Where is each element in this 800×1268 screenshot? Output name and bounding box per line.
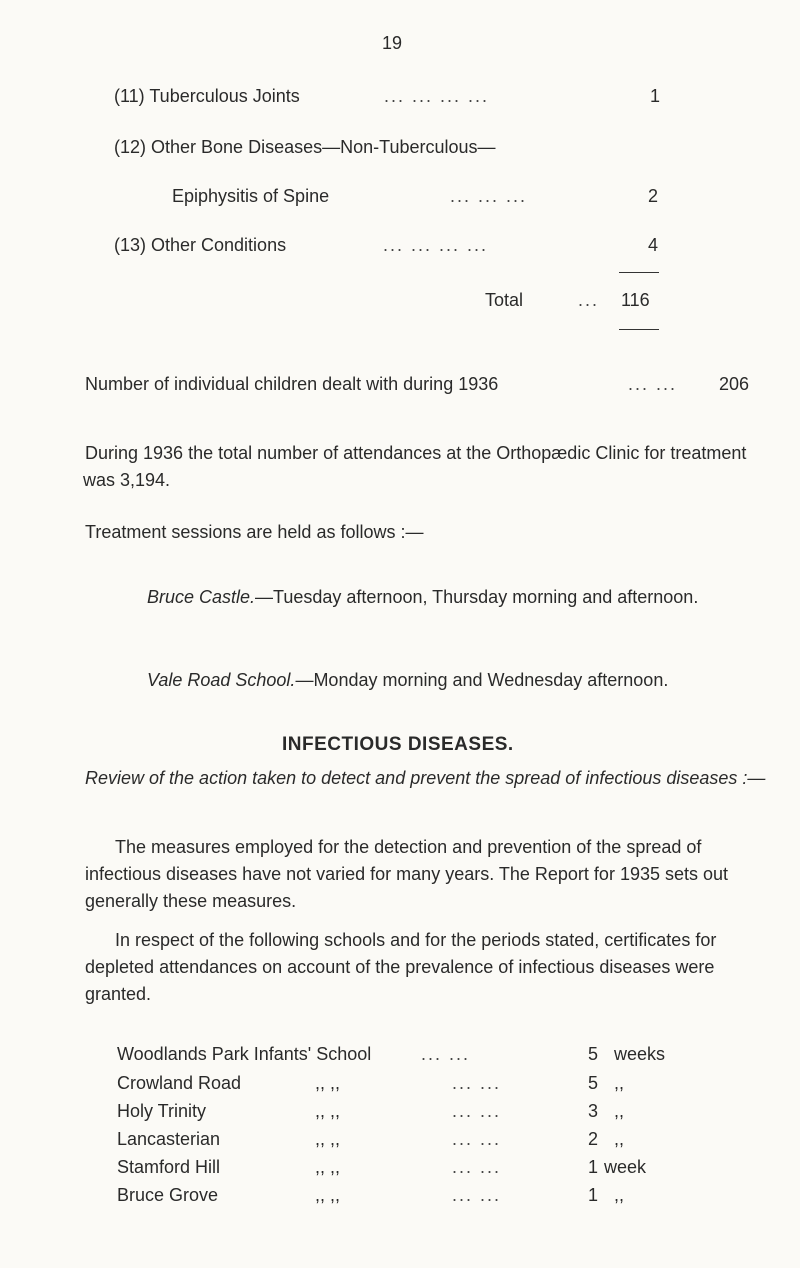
item-12-label: (12) Other Bone Diseases—Non-Tuberculous— bbox=[114, 137, 496, 157]
school-dots: ... ... bbox=[421, 1044, 471, 1064]
school-ditto: ,, ,, bbox=[315, 1129, 341, 1149]
school-dots: ... ... bbox=[452, 1073, 502, 1093]
item-12-sub-dots: ... ... ... bbox=[450, 186, 528, 206]
school-dots: ... ... bbox=[452, 1129, 502, 1149]
total-bottom-rule bbox=[619, 329, 659, 330]
school-name: Woodlands Park Infants' School bbox=[117, 1044, 372, 1064]
session-place: Bruce Castle. bbox=[147, 587, 256, 607]
attendances-paragraph: During 1936 the total number of attendances at the Orthopædic Clinic for treatment was 3,194. bbox=[83, 443, 747, 490]
item-11-value: 1 bbox=[650, 86, 661, 106]
session-times: —Monday morning and Wednesday afternoon. bbox=[295, 670, 669, 690]
school-name: Holy Trinity bbox=[117, 1101, 207, 1121]
school-number: 5 bbox=[588, 1073, 599, 1093]
school-number: 5 bbox=[588, 1044, 599, 1064]
item-13-value: 4 bbox=[648, 235, 659, 255]
school-ditto: ,, ,, bbox=[315, 1073, 341, 1093]
total-value: 116 bbox=[621, 290, 650, 310]
school-number: 3 bbox=[588, 1101, 599, 1121]
school-name: Crowland Road bbox=[117, 1073, 242, 1093]
item-12-sub-value: 2 bbox=[648, 186, 659, 206]
school-number: 2 bbox=[588, 1129, 599, 1149]
school-name: Lancasterian bbox=[117, 1129, 221, 1149]
school-number: 1 bbox=[588, 1157, 599, 1177]
section-heading: INFECTIOUS DISEASES. bbox=[282, 734, 514, 755]
total-dots: ... bbox=[578, 290, 600, 310]
item-13-dots: ... ... ... ... bbox=[383, 235, 489, 255]
total-label: Total bbox=[485, 290, 524, 310]
session-bruce-castle bbox=[147, 584, 762, 611]
school-name: Bruce Grove bbox=[117, 1185, 219, 1205]
school-ditto: ,, ,, bbox=[315, 1157, 341, 1177]
individual-children-text: Number of individual children dealt with during 1936 bbox=[85, 374, 499, 394]
school-unit: ,, bbox=[614, 1129, 625, 1149]
individual-children-value: 206 bbox=[719, 374, 750, 394]
school-ditto: ,, ,, bbox=[315, 1185, 341, 1205]
school-unit: week bbox=[604, 1157, 647, 1177]
school-unit: weeks bbox=[614, 1044, 666, 1064]
school-dots: ... ... bbox=[452, 1101, 502, 1121]
school-unit: ,, bbox=[614, 1073, 625, 1093]
item-13-label: (13) Other Conditions bbox=[114, 235, 287, 255]
school-dots: ... ... bbox=[452, 1185, 502, 1205]
session-place: Vale Road School. bbox=[147, 670, 296, 690]
measures-paragraph: The measures employed for the detection and prevention of the spread of infectious diseases have not varied for many years. The Report for 1935 sets out generally these measures. bbox=[85, 837, 729, 911]
item-11-dots: ... ... ... ... bbox=[384, 86, 490, 106]
review-heading: Review of the action taken to detect and prevent the spread of infectious diseases :— bbox=[85, 768, 766, 788]
individual-children-dots: ... ... bbox=[628, 374, 678, 394]
school-name: Stamford Hill bbox=[117, 1157, 221, 1177]
certificates-paragraph: In respect of the following schools and for the periods stated, certificates for depleted attendances on account of the prevalence of infectious diseases were granted. bbox=[85, 930, 717, 1004]
school-dots: ... ... bbox=[452, 1157, 502, 1177]
item-12-sub-label: Epiphysitis of Spine bbox=[172, 186, 330, 206]
page-number: 19 bbox=[382, 33, 403, 53]
total-top-rule bbox=[619, 272, 659, 273]
session-vale-road bbox=[147, 667, 762, 694]
school-ditto: ,, ,, bbox=[315, 1101, 341, 1121]
item-11-label: (11) Tuberculous Joints bbox=[114, 86, 300, 106]
school-number: 1 bbox=[588, 1185, 599, 1205]
school-unit: ,, bbox=[614, 1101, 625, 1121]
session-times: —Tuesday afternoon, Thursday morning and afternoon. bbox=[255, 587, 699, 607]
sessions-intro: Treatment sessions are held as follows :— bbox=[85, 522, 424, 542]
school-unit: ,, bbox=[614, 1185, 625, 1205]
